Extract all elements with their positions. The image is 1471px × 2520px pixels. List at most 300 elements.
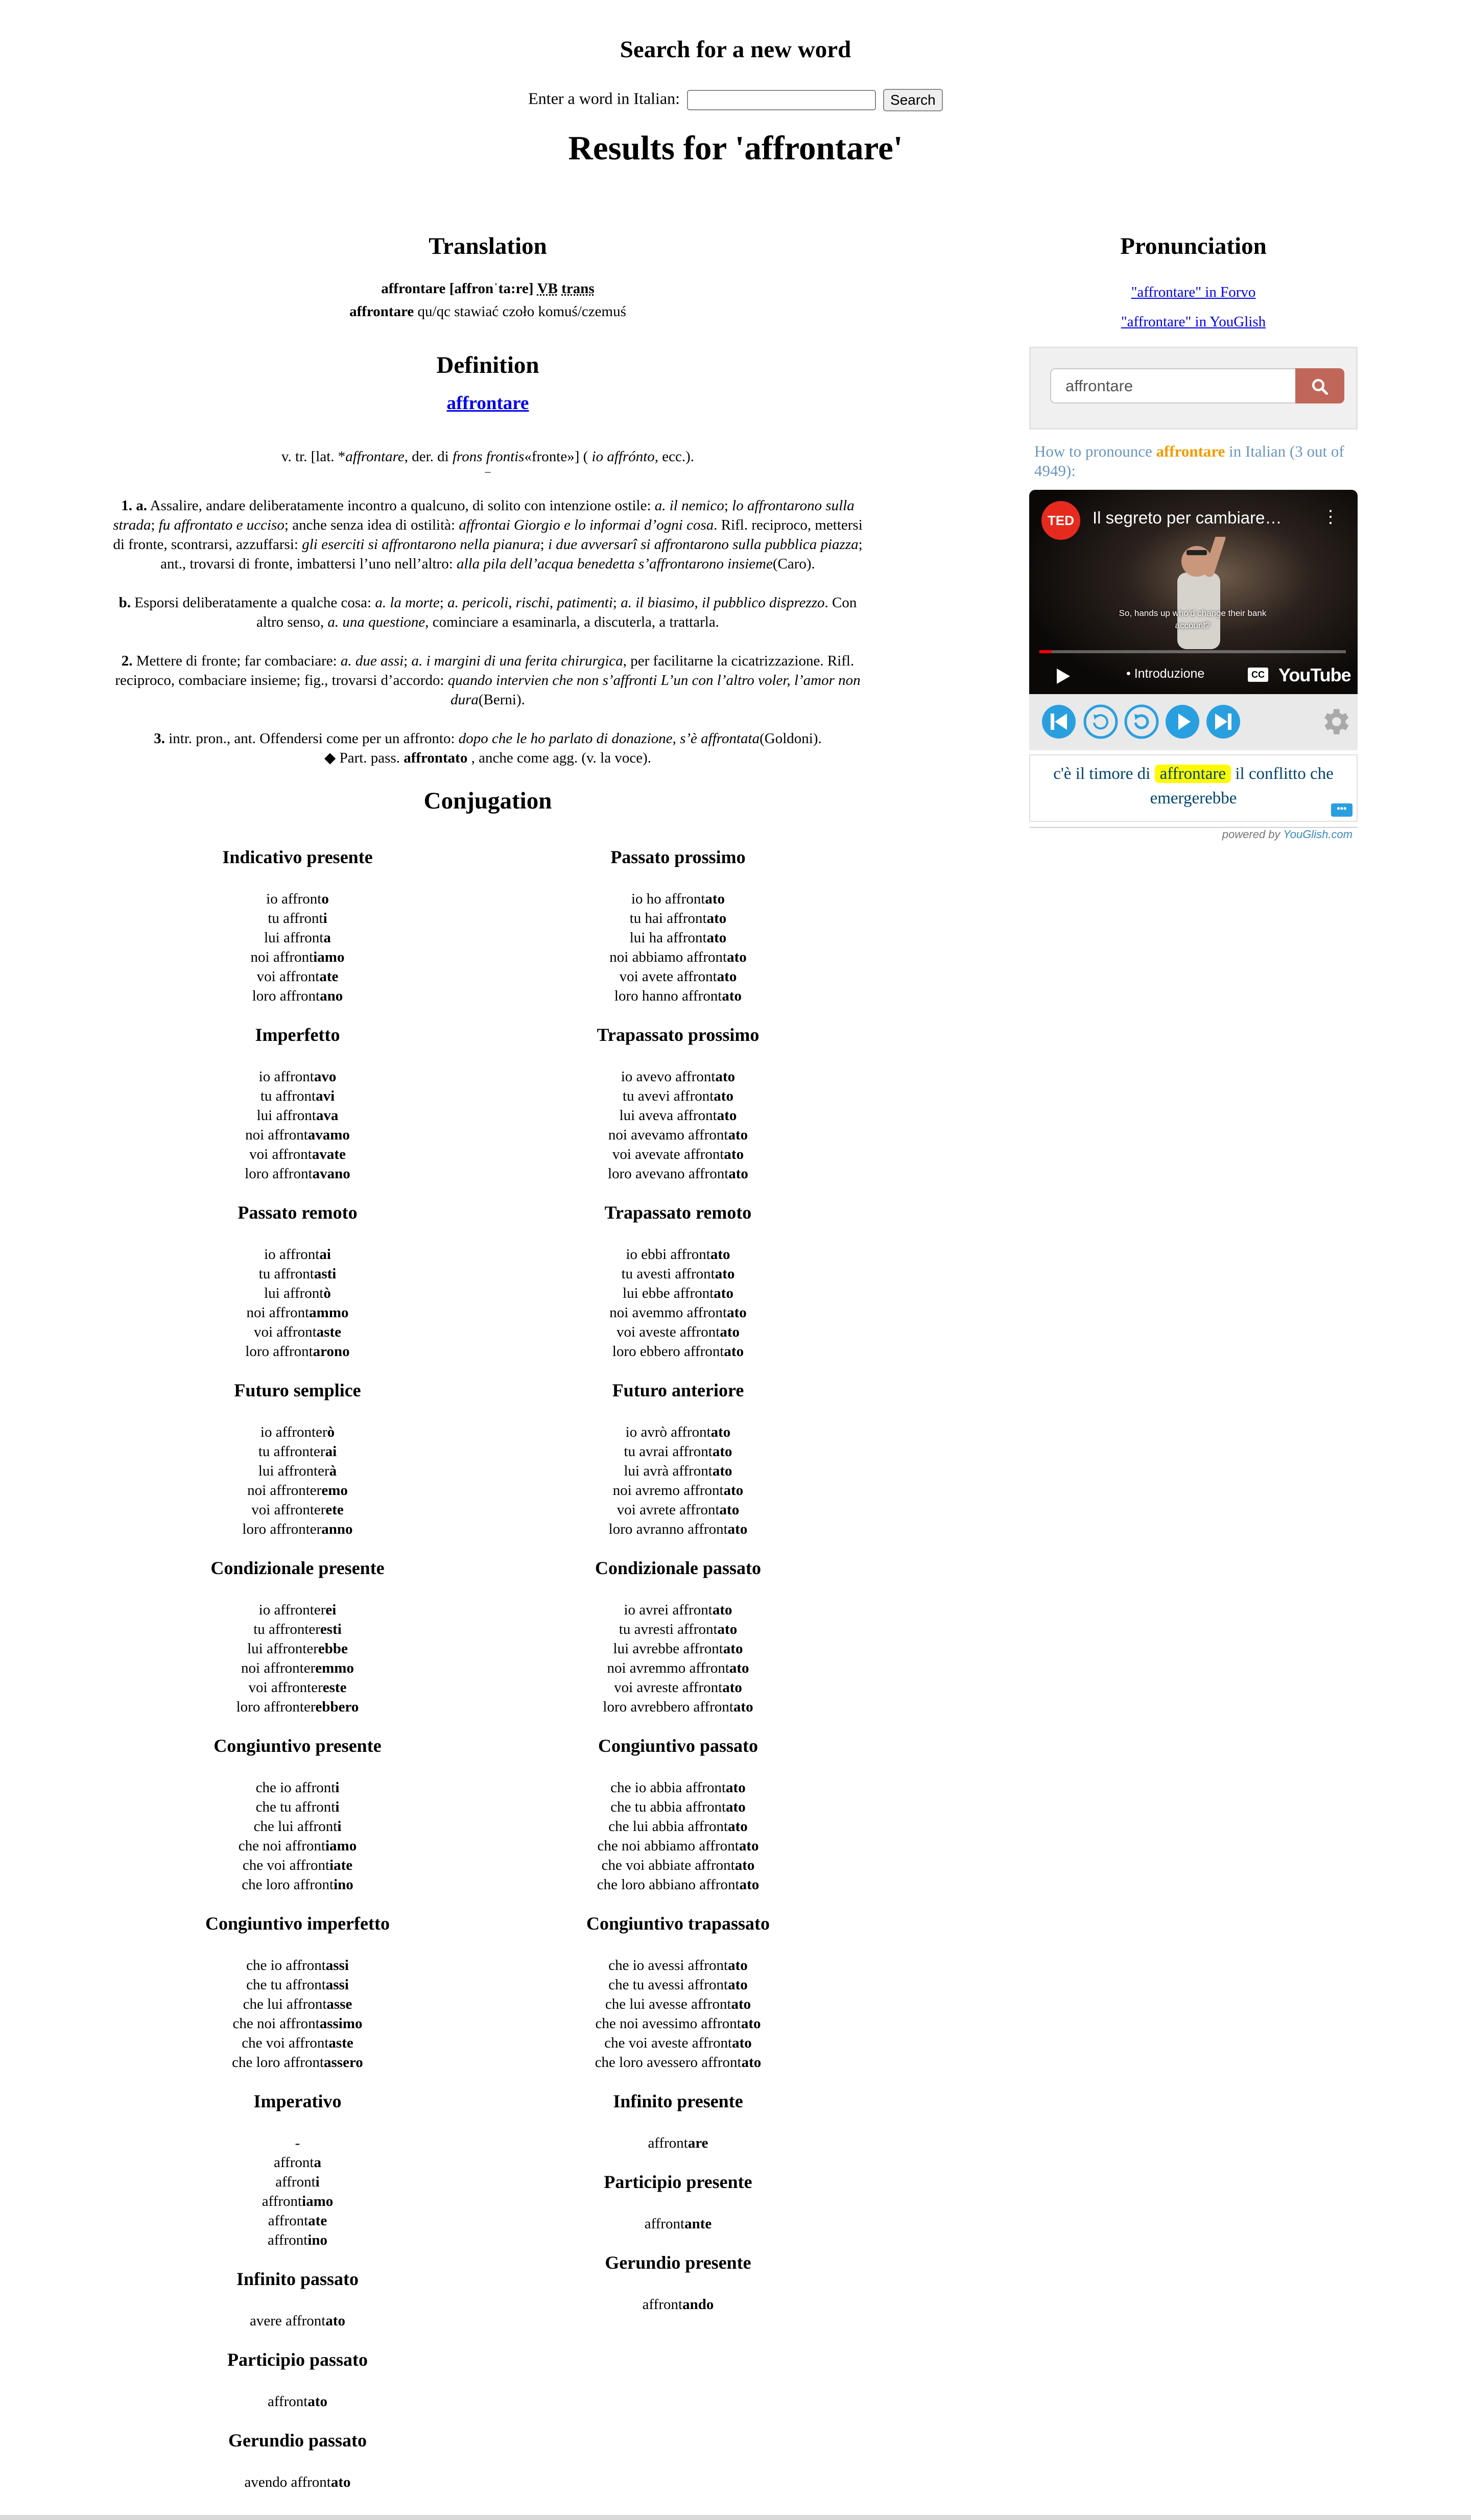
form-ending: ato xyxy=(726,1779,746,1796)
form-stem: io affront xyxy=(264,1246,320,1263)
more-vert-icon[interactable]: ⋮ xyxy=(1322,507,1339,527)
form-ending: ato xyxy=(739,1838,759,1854)
conjugation-form xyxy=(488,1875,868,1894)
progress-fill xyxy=(1039,650,1052,653)
form-ending: ava xyxy=(316,1107,339,1124)
conjugation-form xyxy=(107,1620,488,1639)
conjugation-form xyxy=(107,1519,488,1539)
tense-block xyxy=(488,1913,868,2072)
video-player[interactable] xyxy=(1029,490,1358,694)
form-stem: noi avemmo affront xyxy=(609,1304,727,1321)
form-stem: loro avranno affront xyxy=(608,1521,728,1537)
conjugation-form xyxy=(107,1797,488,1817)
form-ending: ato xyxy=(720,1324,740,1340)
conjugation-form xyxy=(488,1461,868,1481)
conjugation-form xyxy=(488,1817,868,1836)
form-stem: che io affront xyxy=(246,1957,326,1974)
conjugation-form xyxy=(107,928,488,947)
conjugation-form xyxy=(488,1283,868,1303)
powered-prefix: powered by xyxy=(1222,828,1280,841)
form-stem: noi affront xyxy=(250,949,314,965)
conjugation-form xyxy=(488,1481,868,1500)
form-ending: iamo xyxy=(302,2193,334,2209)
tense-forms xyxy=(488,2133,868,2153)
form-ending: ato xyxy=(728,1977,748,1993)
form-ending: ato xyxy=(727,1304,747,1321)
form-ending: ato xyxy=(712,1443,732,1460)
form-stem: loro affront xyxy=(252,988,320,1004)
caption-before: c'è il timore di xyxy=(1053,765,1151,783)
tense-title: Congiuntivo trapassato xyxy=(586,1913,770,1934)
conjugation-form xyxy=(107,1875,488,1894)
form-stem: avendo affront xyxy=(244,2474,331,2490)
conjugation-form xyxy=(107,1778,488,1797)
forvo-link[interactable]: "affrontare" in Forvo xyxy=(1131,284,1256,300)
tense-title: Infinito presente xyxy=(613,2091,743,2111)
form-ending: iamo xyxy=(313,949,345,965)
form-ending: ato xyxy=(739,1876,760,1893)
tense-forms xyxy=(107,1778,488,1894)
form-ending: arono xyxy=(313,1343,350,1360)
tense-title: Imperfetto xyxy=(255,1025,340,1045)
form-ending: ebbe xyxy=(318,1641,348,1657)
tense-title: Participio passato xyxy=(227,2349,368,2370)
conjugation-form xyxy=(488,909,868,928)
tense-title: Trapassato remoto xyxy=(604,1202,752,1223)
gear-icon[interactable] xyxy=(1318,703,1352,740)
form-ending: ato xyxy=(712,1463,732,1479)
play-icon[interactable] xyxy=(1056,668,1071,685)
form-stem: che noi abbiamo affront xyxy=(597,1838,739,1854)
conjugation-form xyxy=(488,1422,868,1442)
conjugation-form xyxy=(107,2473,488,2492)
form-stem: loro ebbero affront xyxy=(612,1343,724,1360)
conjugation-form xyxy=(107,2192,488,2211)
youglish-link[interactable]: "affrontare" in YouGlish xyxy=(1121,314,1266,330)
conjugation-form xyxy=(488,1125,868,1145)
powered-by xyxy=(1029,827,1358,841)
conjugation-form xyxy=(107,1442,488,1461)
form-ending: ato xyxy=(717,968,737,985)
entry-word: affrontare xyxy=(381,280,446,297)
tense-forms xyxy=(488,1245,868,1361)
form-ending: ato xyxy=(705,891,725,907)
conjugation-form xyxy=(107,1245,488,1264)
form-stem: loro affront xyxy=(245,1343,313,1360)
participle-suffix: , anche come agg. (v. la voce). xyxy=(471,750,651,766)
form-stem: tu avresti affront xyxy=(619,1621,718,1637)
next-icon[interactable] xyxy=(1205,703,1242,740)
tense-title: Imperativo xyxy=(253,2091,342,2111)
form-ending: ato xyxy=(724,1343,744,1360)
form-stem: loro affronter xyxy=(242,1521,322,1537)
conjugation-form xyxy=(488,967,868,986)
tense-forms xyxy=(488,889,868,1006)
tense-title: Gerundio presente xyxy=(605,2252,751,2273)
form-ending: anno xyxy=(321,1521,353,1537)
tense-block xyxy=(488,2252,868,2314)
form-ending: assero xyxy=(324,2054,363,2071)
search-icon xyxy=(1311,377,1329,396)
translation-polish xyxy=(107,300,868,323)
conjugation-form xyxy=(107,2172,488,2192)
tense-title: Congiuntivo imperfetto xyxy=(205,1913,390,1934)
sense-label: 2. xyxy=(121,653,133,669)
conjugation-form xyxy=(488,2133,868,2153)
form-ending: emo xyxy=(321,1482,348,1499)
conjugation-form xyxy=(107,1817,488,1836)
conjugation-form xyxy=(488,1778,868,1797)
form-stem: io affront xyxy=(258,1068,314,1085)
form-ending: ato xyxy=(714,1285,733,1301)
conjugation-form xyxy=(107,1836,488,1856)
previous-icon[interactable] xyxy=(1040,703,1077,740)
conjugation-form xyxy=(488,1678,868,1697)
form-stem: che loro abbiano affront xyxy=(597,1876,740,1893)
sense-label: 3. xyxy=(154,730,165,747)
search-form xyxy=(0,89,1471,111)
powered-brand-link[interactable]: YouGlish.com xyxy=(1283,828,1353,841)
form-stem: noi affronter xyxy=(247,1482,322,1499)
form-ending: ato xyxy=(722,1679,742,1696)
form-stem: che lui avesse affront xyxy=(605,1996,731,2012)
conjugation-table xyxy=(107,846,868,2492)
tense-title: Participio presente xyxy=(604,2172,752,2192)
conjugation-form xyxy=(488,1164,868,1183)
how-prefix: How to pronounce xyxy=(1034,442,1152,460)
conjugation-form xyxy=(488,2014,868,2033)
conjugation-form xyxy=(488,2214,868,2233)
form-stem: che lui affront xyxy=(253,1818,338,1835)
form-ending: avate xyxy=(312,1146,346,1162)
form-ending: ate xyxy=(319,968,339,985)
video-caption: So, hands up who'd change their bank account? xyxy=(1119,608,1267,630)
tense-title: Condizionale passato xyxy=(595,1558,762,1578)
main-content xyxy=(107,232,868,2492)
tense-block xyxy=(107,1202,488,1361)
page-heading: Search for a new word xyxy=(620,36,851,63)
form-stem: loro affront xyxy=(245,1166,313,1182)
conjugation-form xyxy=(488,1500,868,1519)
channel-avatar[interactable]: TED xyxy=(1041,501,1080,540)
form-ending: assi xyxy=(325,1957,349,1974)
definition-word-link[interactable]: affrontare xyxy=(446,393,529,414)
conjugation-form xyxy=(107,1322,488,1342)
form-stem: che loro affront xyxy=(232,2054,324,2071)
form-ending: i xyxy=(335,1799,340,1815)
tense-block xyxy=(107,1557,488,1717)
video-progress-bar[interactable] xyxy=(1039,650,1346,653)
form-ending: ino xyxy=(334,1876,353,1893)
form-stem: io ebbi affront xyxy=(626,1246,710,1263)
conjugation-form xyxy=(107,1856,488,1875)
form-ending: ato xyxy=(728,1818,748,1835)
form-ending: iamo xyxy=(325,1838,357,1854)
form-ending: ato xyxy=(706,910,727,926)
conjugation-form xyxy=(107,1956,488,1975)
form-stem: affront xyxy=(275,2174,316,2190)
conjugation-form xyxy=(488,1322,868,1342)
form-stem: lui affront xyxy=(256,1107,316,1124)
conjugation-form xyxy=(107,1600,488,1620)
form-stem: io avrò affront xyxy=(625,1424,711,1440)
form-ending: avano xyxy=(312,1166,350,1182)
tense-block xyxy=(488,2171,868,2233)
conjugation-form xyxy=(107,889,488,909)
entry-ipa: [affronˈta:re] xyxy=(449,280,534,297)
form-ending: ato xyxy=(710,1424,731,1440)
conjugation-form xyxy=(488,1264,868,1283)
form-ending: ato xyxy=(717,1621,738,1637)
form-ending: ò xyxy=(323,1285,331,1301)
form-stem: io affronter xyxy=(260,1424,327,1440)
form-ending: asti xyxy=(314,1266,337,1282)
form-ending: ato xyxy=(723,1641,743,1657)
tense-block xyxy=(488,1024,868,1183)
more-options-button[interactable]: ••• xyxy=(1331,803,1353,817)
form-stem: tu avrai affront xyxy=(624,1443,713,1460)
form-ending: o xyxy=(321,891,329,907)
tense-block xyxy=(488,2090,868,2153)
form-stem: che io affront xyxy=(255,1779,336,1796)
replay-slow-icon[interactable] xyxy=(1082,703,1119,740)
conjugation-form xyxy=(488,2295,868,2314)
conjugation-form xyxy=(107,1500,488,1519)
conjugation-form xyxy=(107,2211,488,2230)
form-stem: voi avreste affront xyxy=(614,1679,723,1696)
search-label: Enter a word in Italian: xyxy=(528,89,680,108)
conjugation-column-left xyxy=(107,846,488,2492)
form-ending: ai xyxy=(319,1246,331,1263)
form-stem: tu affront xyxy=(258,1266,314,1282)
youglish-controls xyxy=(1029,694,1358,750)
form-stem: noi avremo affront xyxy=(612,1482,724,1499)
form-ending: ato xyxy=(731,1996,751,2012)
form-stem: io avrei affront xyxy=(624,1602,713,1618)
form-stem: che tu affront xyxy=(255,1799,336,1815)
tense-block xyxy=(488,846,868,1006)
form-stem: noi avremmo affront xyxy=(607,1660,729,1676)
tense-title: Futuro anteriore xyxy=(612,1380,744,1400)
form-stem: lui avrà affront xyxy=(624,1463,713,1479)
conjugation-form xyxy=(107,1678,488,1697)
definition-separator: – xyxy=(485,465,491,478)
form-stem: tu hai affront xyxy=(629,910,707,926)
search-input[interactable] xyxy=(687,90,876,110)
conjugation-form xyxy=(488,947,868,967)
form-stem: noi affront xyxy=(246,1304,310,1321)
conjugation-form xyxy=(107,1481,488,1500)
conjugation-form xyxy=(107,1125,488,1145)
tense-forms xyxy=(488,2214,868,2233)
form-stem: tu avesti affront xyxy=(621,1266,715,1282)
form-ending: ato xyxy=(715,1266,735,1282)
tense-block xyxy=(488,1202,868,1361)
conjugation-form xyxy=(107,2392,488,2411)
pronunciation-sidebar xyxy=(1029,232,1358,841)
how-suffix: in Italian (3 out of 4949): xyxy=(1034,442,1344,480)
form-stem: lui ha affront xyxy=(629,930,707,946)
form-ending: ebbero xyxy=(315,1699,359,1715)
form-ending: ato xyxy=(330,2474,351,2490)
form-stem: che tu avessi affront xyxy=(608,1977,728,1993)
closed-captions-icon[interactable]: CC xyxy=(1248,668,1268,682)
video-title[interactable]: Il segreto per cambiare… xyxy=(1093,508,1282,527)
form-ending: ò xyxy=(327,1424,335,1440)
sense-label: 1. a. xyxy=(121,497,147,514)
form-ending: i xyxy=(337,1818,342,1835)
form-stem: voi aveste affront xyxy=(616,1324,720,1340)
caption-after: il conflitto che emergerebbe xyxy=(1150,765,1334,807)
form-stem: lui affronter xyxy=(258,1463,329,1479)
replay-icon[interactable] xyxy=(1123,703,1160,740)
form-stem: che loro avessero affront xyxy=(595,2054,742,2071)
tense-forms xyxy=(488,1067,868,1183)
form-stem: loro avrebbero affront xyxy=(603,1699,733,1715)
tense-forms xyxy=(107,1422,488,1539)
conjugation-form xyxy=(488,1086,868,1106)
tense-title: Condizionale presente xyxy=(210,1558,385,1578)
conjugation-form xyxy=(488,1994,868,2014)
horizontal-scrollbar[interactable] xyxy=(0,2515,1471,2520)
tense-block xyxy=(488,1380,868,1539)
results-title: Results for 'affrontare' xyxy=(568,129,903,167)
form-ending: esti xyxy=(320,1621,342,1637)
tense-forms xyxy=(488,2295,868,2314)
tense-forms xyxy=(107,889,488,1006)
form-ending: i xyxy=(315,2174,320,2190)
form-ending: ato xyxy=(714,1088,733,1104)
form-stem: lui ebbe affront xyxy=(623,1285,714,1301)
conjugation-form xyxy=(107,1422,488,1442)
form-stem: voi affronter xyxy=(251,1502,326,1518)
conjugation-form xyxy=(107,909,488,928)
participle-prefix: ◆ Part. pass. xyxy=(324,750,400,766)
form-ending: ato xyxy=(719,1502,740,1518)
form-stem: tu affront xyxy=(268,910,323,926)
form-stem: che loro affront xyxy=(242,1876,334,1893)
conjugation-form xyxy=(488,1342,868,1361)
form-ending: ato xyxy=(734,1857,755,1873)
form-stem: che voi affront xyxy=(242,1857,330,1873)
tense-block xyxy=(107,846,488,1006)
video-chapter[interactable]: • Introduzione xyxy=(1126,667,1205,681)
conjugation-form xyxy=(488,1145,868,1164)
form-stem: voi avrete affront xyxy=(616,1502,720,1518)
speaker-figure xyxy=(1163,537,1240,649)
form-stem: che io abbia affront xyxy=(610,1779,726,1796)
form-ending: ato xyxy=(727,1521,748,1537)
conjugation-form xyxy=(107,2133,488,2153)
youglish-search-button[interactable] xyxy=(1295,368,1344,403)
conjugation-form xyxy=(107,1264,488,1283)
tense-block xyxy=(107,1735,488,1894)
tense-forms xyxy=(488,1956,868,2072)
form-ending: ate xyxy=(308,2213,327,2229)
form-ending: a xyxy=(323,930,331,946)
conjugation-form xyxy=(488,1303,868,1322)
form-ending: i xyxy=(323,910,327,926)
search-button[interactable]: Search xyxy=(883,89,943,111)
form-ending: assi xyxy=(325,1977,349,1993)
conjugation-form xyxy=(107,1461,488,1481)
conjugation-form xyxy=(107,2230,488,2250)
form-ending: i xyxy=(335,1779,340,1796)
translation-entry xyxy=(107,277,868,300)
conjugation-form xyxy=(107,1342,488,1361)
tense-forms xyxy=(488,1600,868,1717)
form-ending: ato xyxy=(722,988,742,1004)
form-ending: à xyxy=(329,1463,337,1479)
form-ending: ato xyxy=(724,1146,744,1162)
conjugation-form xyxy=(107,1639,488,1658)
form-stem: loro hanno affront xyxy=(614,988,722,1004)
form-stem: voi avete affront xyxy=(619,968,717,985)
conjugation-heading: Conjugation xyxy=(423,788,552,814)
conjugation-form xyxy=(107,1067,488,1086)
form-ending: ano xyxy=(320,988,343,1004)
definition-sense-1b: b. Esporsi deliberatamente a qualche cosa: a. la morte; a. pericoli, rischi, patimenti; a. il biasimo, il pubblico disprezzo. Con altro senso, a. una questione, cominciare a esaminarla, a discuterla, a trattarla. xyxy=(118,595,857,630)
conjugation-form xyxy=(488,2053,868,2072)
participle-note xyxy=(107,748,868,768)
conjugation-form xyxy=(488,1600,868,1620)
form-stem: che tu abbia affront xyxy=(610,1799,726,1815)
conjugation-form xyxy=(107,1697,488,1717)
conjugation-form xyxy=(107,1283,488,1303)
tense-forms xyxy=(107,2133,488,2250)
form-ending: ete xyxy=(325,1502,344,1518)
conjugation-form xyxy=(107,986,488,1006)
conjugation-form xyxy=(107,2014,488,2033)
form-stem: affront xyxy=(268,2213,309,2229)
form-ending: a xyxy=(314,2154,321,2171)
translation-heading: Translation xyxy=(429,233,547,259)
conjugation-form xyxy=(107,947,488,967)
conjugation-form xyxy=(488,2033,868,2053)
play-next-icon[interactable] xyxy=(1164,703,1201,740)
form-ending: emmo xyxy=(315,1660,354,1676)
tense-block xyxy=(107,2349,488,2411)
tense-forms xyxy=(107,1956,488,2072)
conjugation-form xyxy=(488,1106,868,1125)
form-ending: ato xyxy=(712,1602,732,1618)
conjugation-form xyxy=(107,1303,488,1322)
form-stem: noi affronter xyxy=(241,1660,316,1676)
form-stem: che noi affront xyxy=(232,2015,320,2032)
form-stem: voi affronter xyxy=(248,1679,323,1696)
form-stem: che noi affront xyxy=(238,1838,325,1854)
tense-block xyxy=(107,2090,488,2250)
tense-forms xyxy=(107,2311,488,2331)
tense-title: Congiuntivo presente xyxy=(213,1736,382,1756)
conjugation-form xyxy=(488,1067,868,1086)
form-ending: ato xyxy=(726,1799,746,1815)
form-ending: avo xyxy=(314,1068,337,1085)
conjugation-form xyxy=(107,1106,488,1125)
form-stem: affront xyxy=(267,2232,308,2248)
tense-title: Infinito passato xyxy=(236,2269,359,2289)
form-ending: ato xyxy=(706,930,727,946)
conjugation-form xyxy=(107,1658,488,1678)
entry-pos: VB xyxy=(537,280,558,297)
pl-text: stawiać czoło komuś/czemuś xyxy=(454,303,626,320)
caption-keyword: affrontare xyxy=(1155,765,1231,783)
form-stem: tu avevi affront xyxy=(623,1088,714,1104)
form-ending: ato xyxy=(723,1482,744,1499)
youglish-search-input[interactable]: affrontare xyxy=(1050,368,1295,403)
form-stem: tu affronter xyxy=(258,1443,325,1460)
youtube-logo[interactable]: YouTube xyxy=(1278,664,1351,685)
